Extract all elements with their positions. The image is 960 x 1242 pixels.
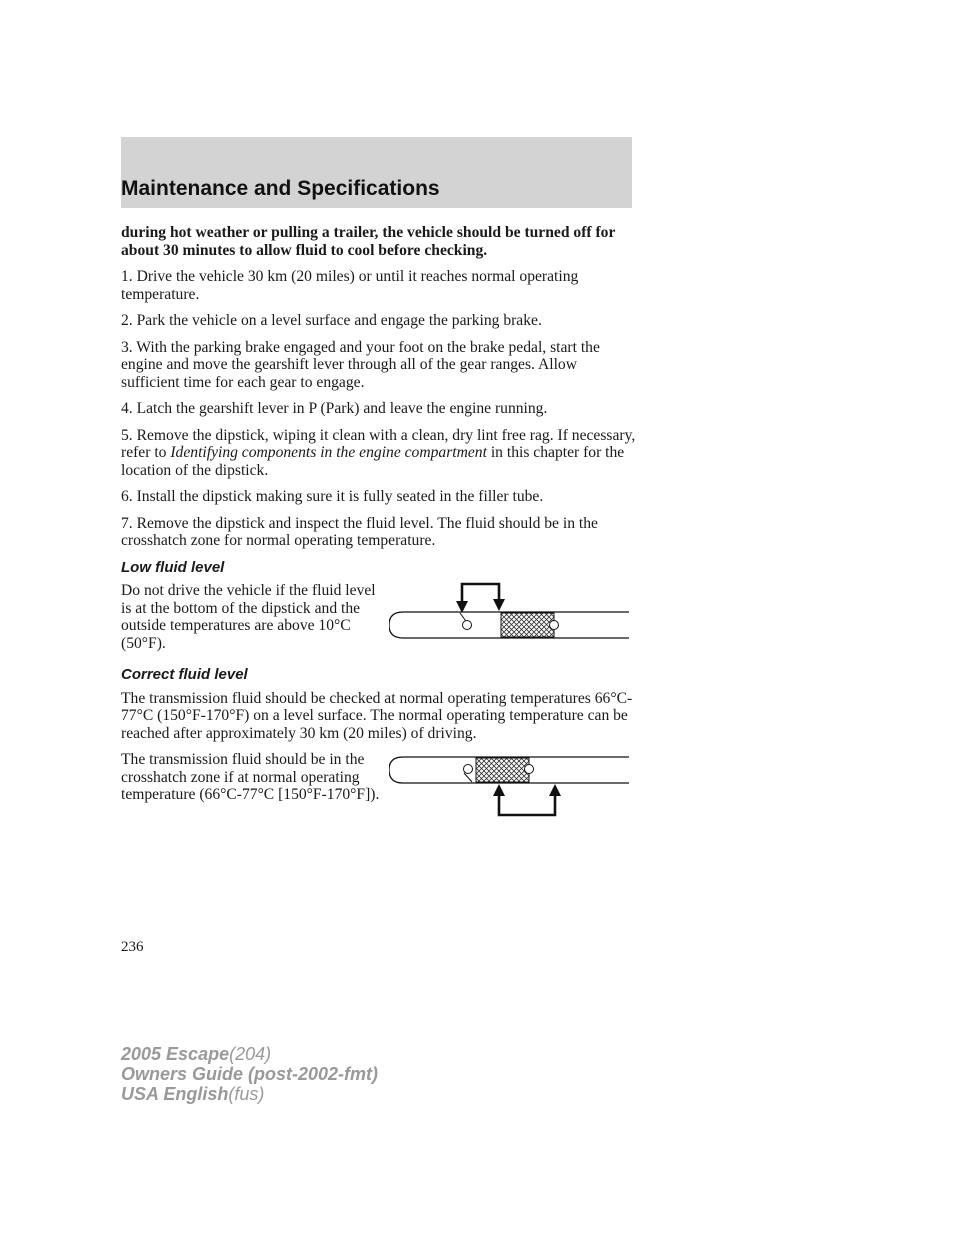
step-1: 1. Drive the vehicle 30 km (20 miles) or until it reaches normal operating temperature. [121, 268, 579, 303]
level-bracket [462, 584, 499, 606]
correct-fluid-heading: Correct fluid level [121, 666, 248, 683]
low-fluid-text: Do not drive the vehicle if the fluid level is at the bottom of the dipstick and the outside temperatures are above 10°C (50°F). [121, 582, 376, 652]
step-2: 2. Park the vehicle on a level surface and engage the parking brake. [121, 312, 542, 329]
step-7: 7. Remove the dipstick and inspect the fluid level. The fluid should be in the crosshatch zone for normal operating temperature. [121, 514, 598, 549]
crosshatch-zone [476, 758, 529, 782]
intro-warning: during hot weather or pulling a trailer, the vehicle should be turned off for about 30 minutes to allow fluid to cool before checking. [121, 224, 616, 259]
page-title: Maintenance and Specifications [121, 177, 440, 200]
correct-level-dipstick-figure [389, 756, 631, 818]
correct-level-dipstick-diagram [389, 756, 631, 818]
step-5-text: 5. Remove the dipstick, wiping it clean with a clean, dry lint free rag. If necessary, refer to [121, 426, 636, 461]
footer-language-code: (fus) [228, 1084, 265, 1104]
low-mark-tick [464, 773, 472, 782]
step-5-text-end: in this chapter for the location of the dipstick. [121, 444, 625, 479]
low-mark-hole [463, 621, 472, 630]
correct-fluid-zone-text: The transmission fluid should be in the crosshatch zone if at normal operating temperature (66°C-77°C [150°F-170°F]). [121, 751, 380, 803]
page-number: 236 [121, 939, 144, 955]
high-mark-hole [525, 765, 534, 774]
main-content [121, 224, 636, 818]
low-level-dipstick-figure [389, 582, 631, 642]
correct-fluid-text: The transmission fluid should be checked at normal operating temperatures 66°C-77°C (150°F-170°F) on a level surface. The normal operating temperature can be reached after approximately 30 km (20 miles) of driving. [121, 689, 633, 742]
step-4: 4. Latch the gearshift lever in P (Park) and leave the engine running. [121, 400, 548, 417]
arrow-low-mark [456, 601, 468, 613]
footer [121, 1044, 378, 1104]
low-level-dipstick-diagram [389, 582, 631, 642]
high-mark-hole [550, 621, 559, 630]
footer-language: USA English [121, 1084, 229, 1104]
footer-guide: Owners Guide (post-2002-fmt) [121, 1064, 379, 1084]
low-fluid-heading: Low fluid level [121, 558, 225, 576]
step-6: 6. Install the dipstick making sure it is fully seated in the filler tube. [121, 488, 544, 505]
step-5-reference: Identifying components in the engine compartment [170, 444, 487, 461]
level-bracket [499, 794, 555, 815]
low-fluid-section [121, 582, 636, 652]
crosshatch-zone [501, 613, 554, 637]
low-mark-hole [464, 765, 473, 774]
step-3: 3. With the parking brake engaged and your foot on the brake pedal, start the engine and move the gearshift lever through all of the gear ranges. Allow sufficient time for each gear to engage. [121, 338, 600, 391]
footer-model-code: (204) [229, 1044, 272, 1064]
correct-fluid-section [121, 751, 636, 818]
footer-model: 2005 Escape [121, 1044, 230, 1064]
arrow-high-mark [493, 599, 505, 611]
step-5 [121, 427, 636, 480]
